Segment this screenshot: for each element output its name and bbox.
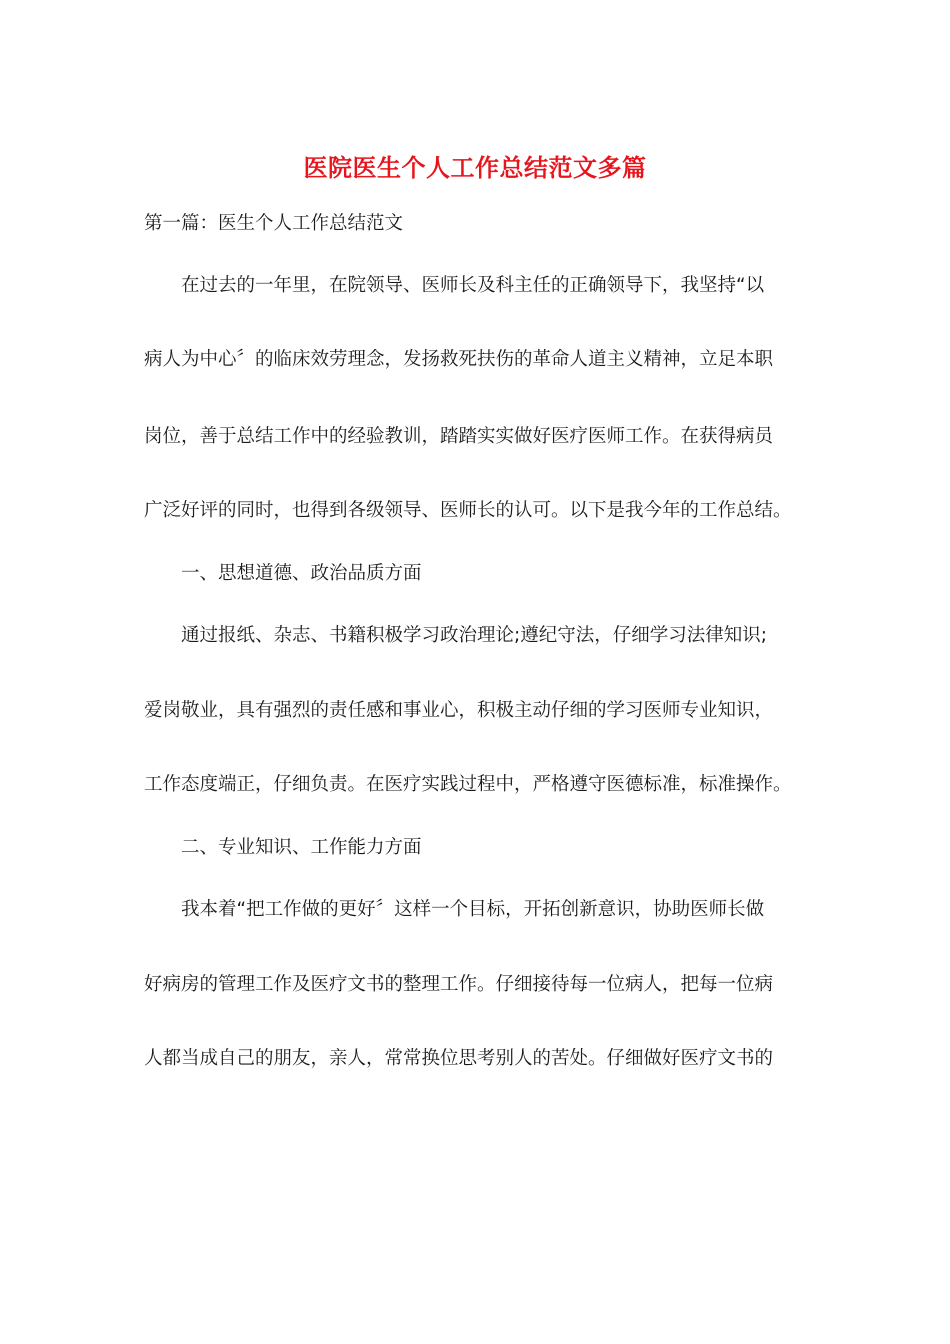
- document-title: 医院医生个人工作总结范文多篇: [303, 153, 647, 182]
- paragraph-line: 病人为中心〞的临床效劳理念，发扬救死扶伤的革命人道主义精神，立足本职: [144, 349, 774, 370]
- paragraph-line: 爱岗敬业，具有强烈的责任感和事业心，积极主动仔细的学习医师专业知识，: [144, 700, 774, 721]
- paragraph-line: 在过去的一年里，在院领导、医师长及科主任的正确领导下，我坚持“以: [181, 275, 765, 296]
- paragraph-line: 好病房的管理工作及医疗文书的整理工作。仔细接待每一位病人，把每一位病: [144, 974, 774, 995]
- section-heading-first: 第一篇：医生个人工作总结范文: [144, 213, 404, 234]
- paragraph-line: 通过报纸、杂志、书籍积极学习政治理论;遵纪守法，仔细学习法律知识;: [181, 625, 767, 646]
- paragraph-line: 工作态度端正，仔细负责。在医疗实践过程中，严格遵守医德标准，标准操作。: [144, 774, 792, 795]
- paragraph-line: 人都当成自己的朋友，亲人，常常换位思考别人的苦处。仔细做好医疗文书的: [144, 1048, 774, 1069]
- paragraph-line: 岗位，善于总结工作中的经验教训，踏踏实实做好医疗医师工作。在获得病员: [144, 426, 774, 447]
- subsection-heading-2: 二、专业知识、工作能力方面: [181, 837, 422, 858]
- subsection-heading-1: 一、思想道德、政治品质方面: [181, 563, 422, 584]
- paragraph-line: 广泛好评的同时，也得到各级领导、医师长的认可。以下是我今年的工作总结。: [144, 500, 792, 521]
- paragraph-line: 我本着“把工作做的更好〞这样一个目标，开拓创新意识，协助医师长做: [181, 899, 765, 920]
